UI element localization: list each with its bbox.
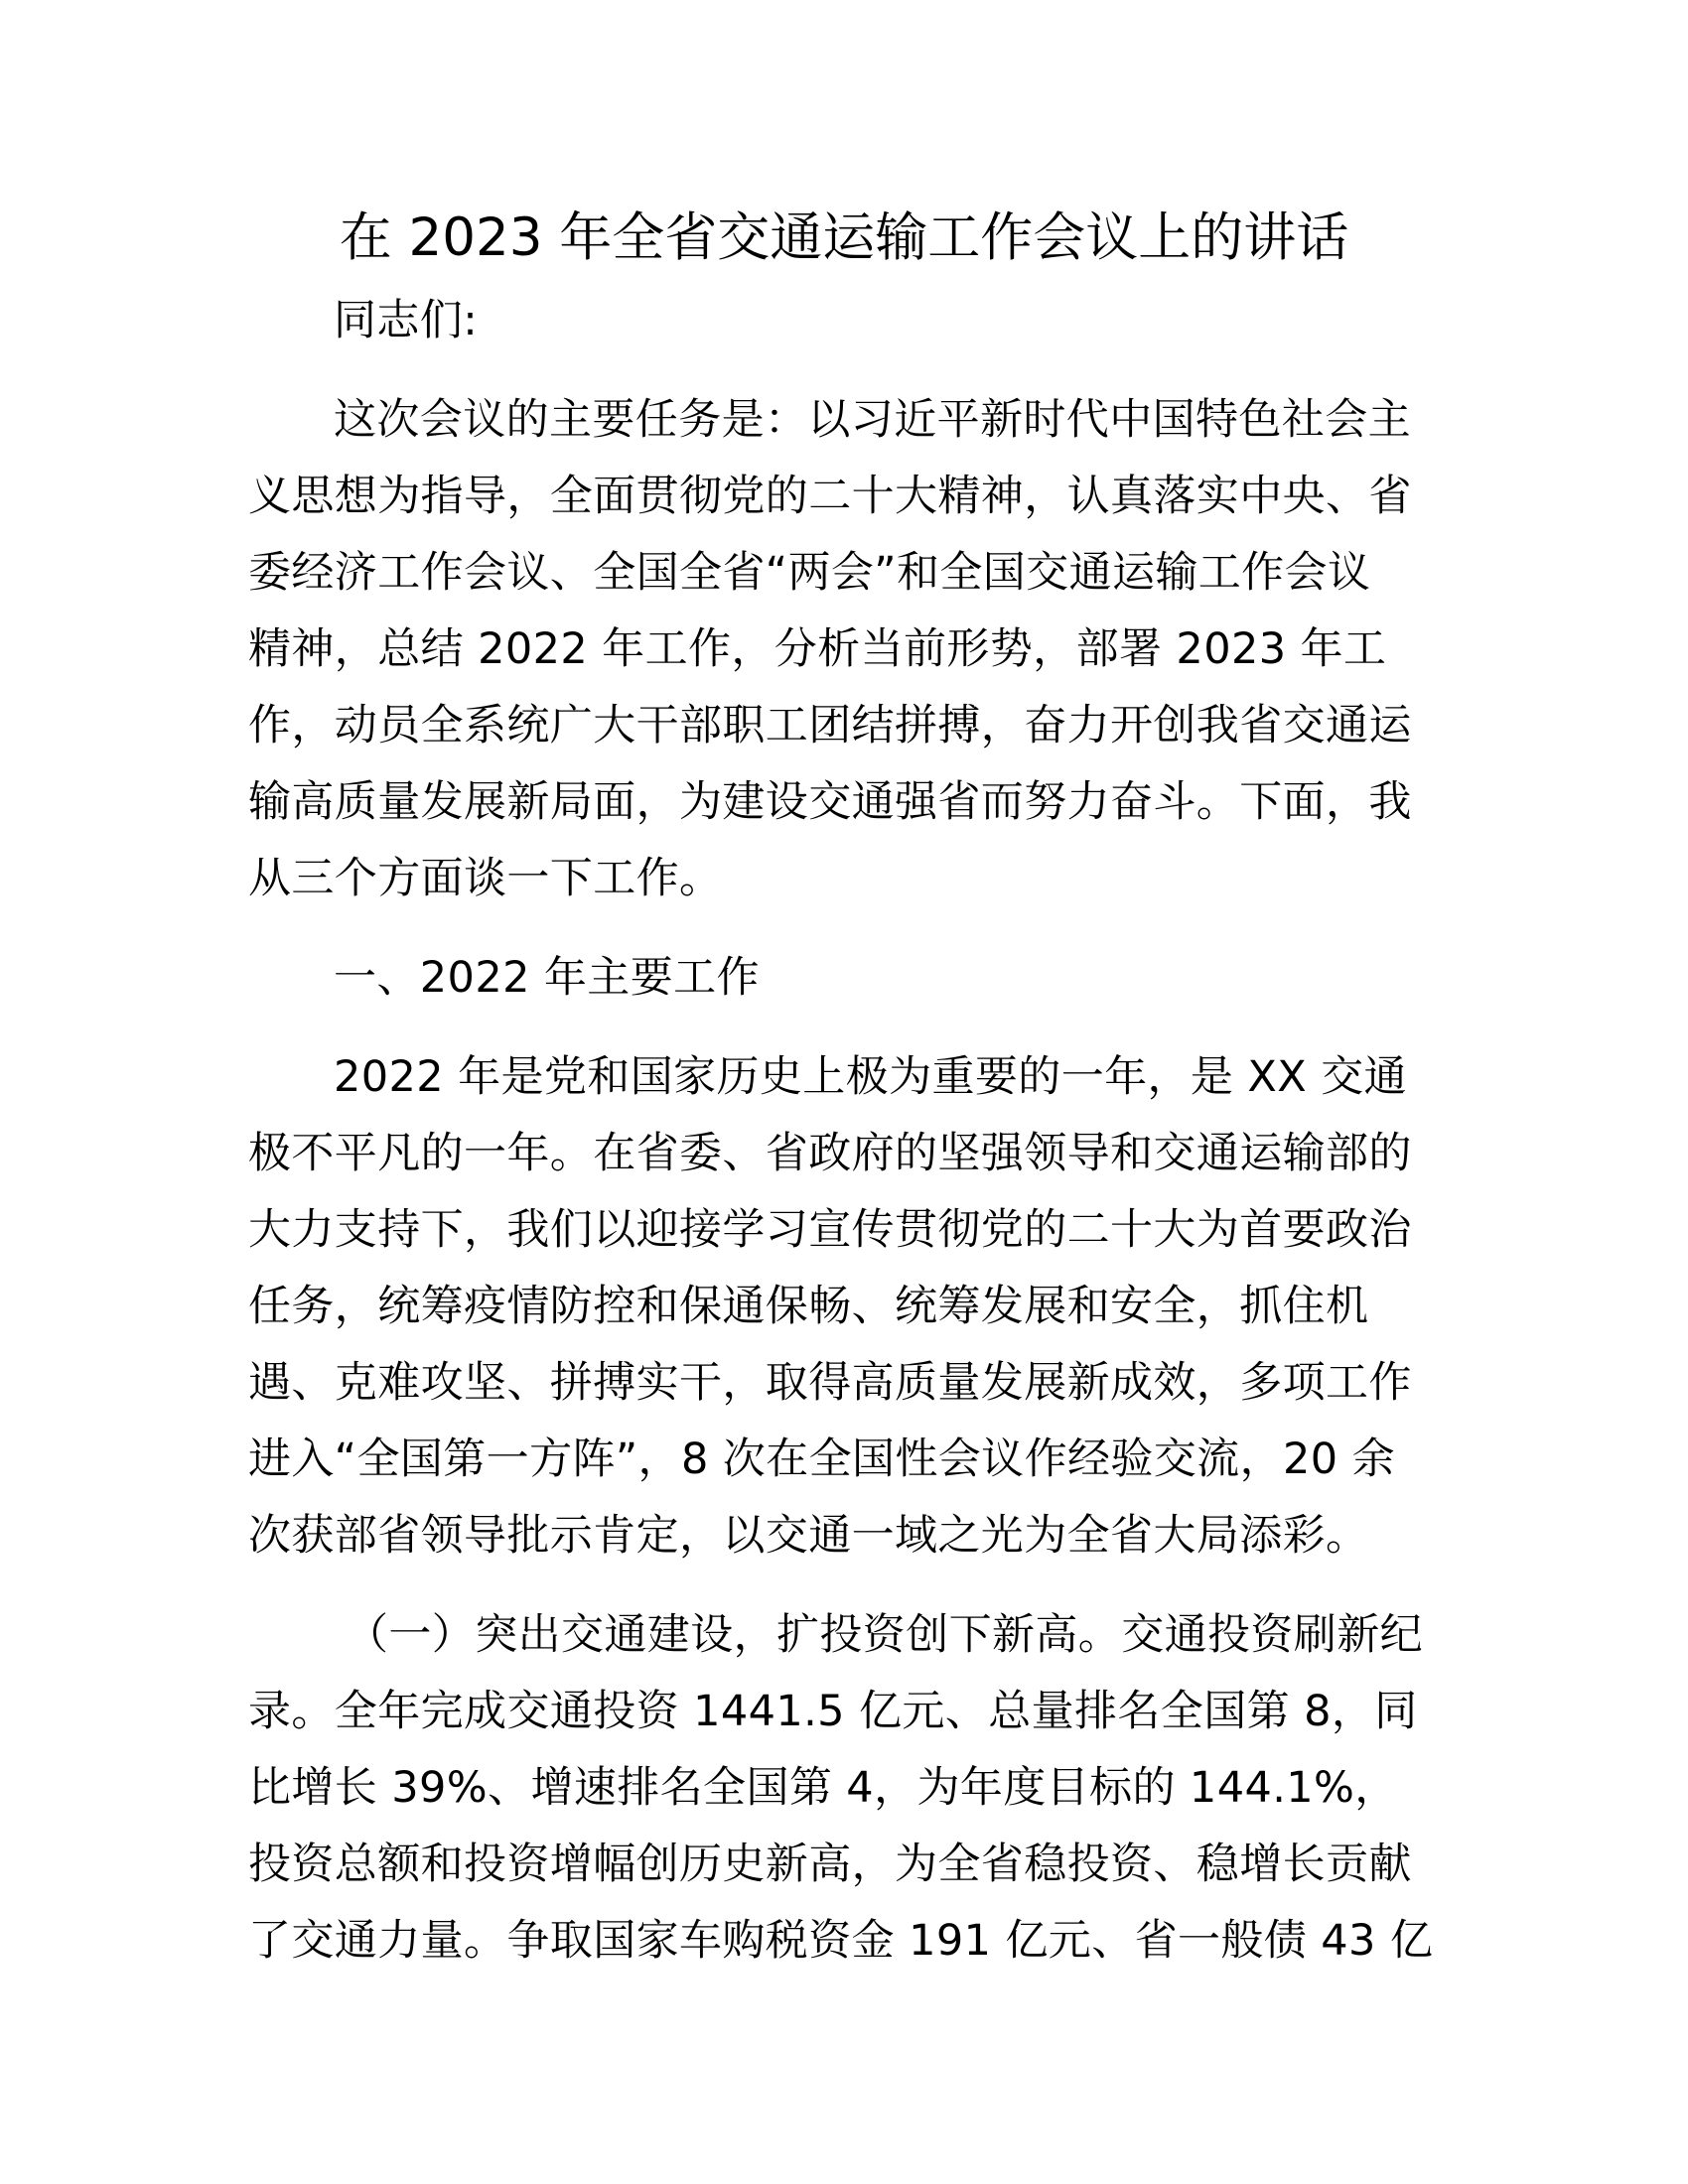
salutation: 同志们: (334, 296, 479, 345)
text-line: 任务，统筹疫情防控和保通保畅、统筹发展和安全，抓住机 (248, 1282, 1369, 1331)
text-line: 输高质量发展新局面，为建设交通强省而努力奋斗。下面，我 (248, 777, 1412, 827)
text-line: 进入“全国第一方阵”，8 次在全国性会议作经验交流，20 余 (248, 1434, 1395, 1484)
text-line: （一）突出交通建设，扩投资创下新高。交通投资刷新纪 (346, 1610, 1423, 1660)
text-line: 次获部省领导批示肯定，以交通一域之光为全省大局添彩。 (248, 1511, 1369, 1561)
text-line: 从三个方面谈一下工作。 (248, 854, 723, 903)
text-line: 录。全年完成交通投资 1441.5 亿元、总量排名全国第 8，同 (248, 1687, 1418, 1736)
text-line: 作，动员全系统广大干部职工团结拼搏，奋力开创我省交通运 (248, 701, 1412, 751)
text-line: 大力支持下，我们以迎接学习宣传贯彻党的二十大为首要政治 (248, 1205, 1412, 1255)
text-line: 遇、克难攻坚、拼搏实干，取得高质量发展新成效，多项工作 (248, 1358, 1412, 1408)
document-title: 在 2023 年全省交通运输工作会议上的讲话 (339, 207, 1349, 268)
text-line: 这次会议的主要任务是：以习近平新时代中国特色社会主 (334, 395, 1411, 445)
section-heading: 一、2022 年主要工作 (334, 953, 760, 1003)
text-line: 比增长 39%、增速排名全国第 4，为年度目标的 144.1%， (248, 1763, 1398, 1813)
text-line: 投资总额和投资增幅创历史新高，为全省稳投资、稳增长贡献 (248, 1840, 1412, 1889)
text-line: 精神，总结 2022 年工作，分析当前形势，部署 2023 年工 (248, 624, 1387, 674)
text-line: 极不平凡的一年。在省委、省政府的坚强领导和交通运输部的 (248, 1129, 1412, 1178)
text-line: 了交通力量。争取国家车购税资金 191 亿元、省一般债 43 亿 (248, 1916, 1434, 1966)
text-line: 委经济工作会议、全国全省“两会”和全国交通运输工作会议 (248, 548, 1371, 598)
text-line: 义思想为指导，全面贯彻党的二十大精神，认真落实中央、省 (248, 472, 1412, 521)
text-line: 2022 年是党和国家历史上极为重要的一年，是 XX 交通 (334, 1052, 1407, 1102)
